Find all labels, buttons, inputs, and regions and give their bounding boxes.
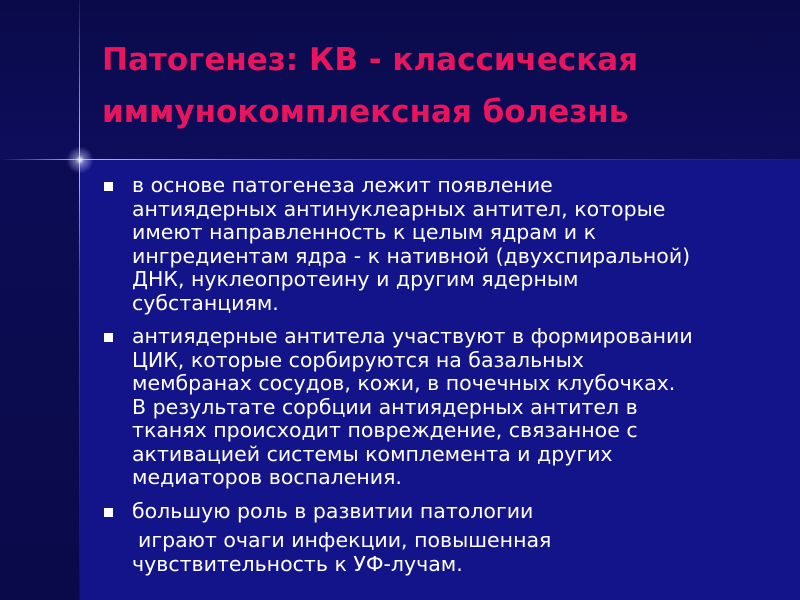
text-line: активацией системы комплемента и других <box>132 441 613 466</box>
slide-title <box>102 34 782 138</box>
continuation-paragraph <box>100 529 780 576</box>
vertical-divider <box>79 0 80 600</box>
text-line: играют очаги инфекции, повышенная <box>138 528 552 552</box>
title-line: Патогенез: КВ - классическая <box>102 42 639 78</box>
title-line: иммунокомплексная болезнь <box>102 94 629 130</box>
square-bullet-icon <box>104 333 113 342</box>
square-bullet-icon <box>104 182 113 191</box>
text-line: медиаторов воспаления. <box>132 465 402 489</box>
bullet-item <box>100 500 780 524</box>
text-line: антиядерные антитела участвуют в формировании <box>132 324 693 348</box>
horizontal-divider <box>0 159 800 160</box>
light-flare-icon <box>64 144 96 176</box>
text-line: имеют направленность к целым ядрам и к <box>132 220 597 244</box>
text-line: В результате сорбции антиядерных антител в <box>132 394 638 419</box>
text-line: мембранах сосудов, кожи, в почечных клубочках. <box>132 371 676 395</box>
bullet-item <box>100 174 780 315</box>
bullet-list <box>100 174 780 576</box>
text-line: в основе патогенеза лежит появление <box>132 173 553 197</box>
text-line: тканях происходит повреждение, связанное с <box>132 418 638 442</box>
text-line: антиядерных антинуклеарных антител, которые <box>132 196 666 221</box>
text-line: ЦИК, которые сорбируются на базальных <box>132 347 584 372</box>
text-line: субстанциям. <box>132 290 279 315</box>
left-band <box>0 160 80 600</box>
text-line: большую роль в развитии патологии <box>132 498 534 523</box>
text-line: чувствительность к УФ-лучам. <box>132 551 463 576</box>
bullet-item <box>100 325 780 490</box>
square-bullet-icon <box>104 508 113 517</box>
text-line: ДНК, нуклеопротеину и другим ядерным <box>132 267 579 291</box>
text-line: ингредиентам ядра - к нативной (двухспиральной) <box>132 243 691 268</box>
